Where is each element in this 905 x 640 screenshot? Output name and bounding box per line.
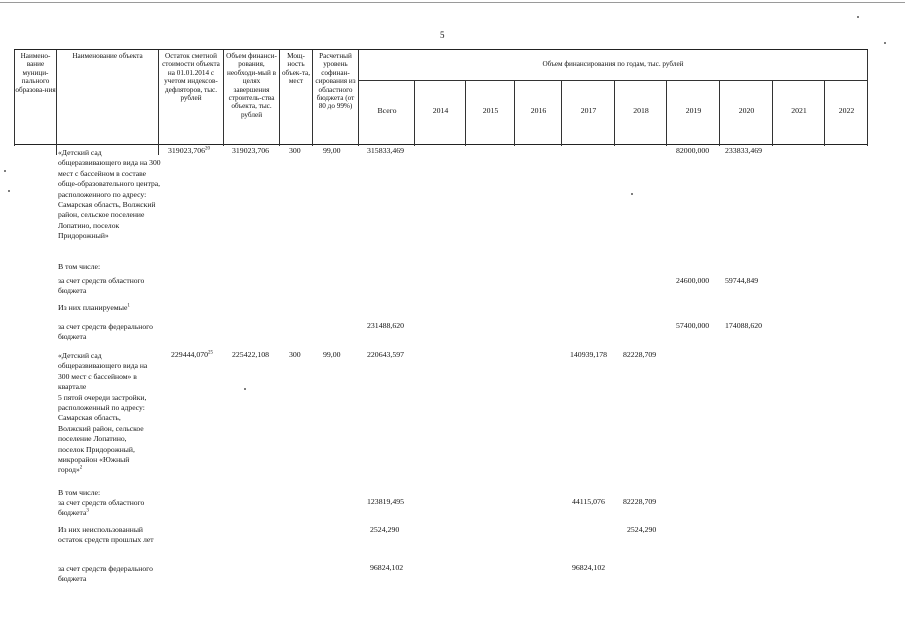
header-municipality: Наимено-вание муници-пального образова-ния <box>15 52 56 94</box>
object-2-federal-2017: 96824,102 <box>572 563 606 572</box>
object-2-capacity: 300 <box>289 350 301 359</box>
object-2-total: 220643,597 <box>367 350 405 359</box>
year-header-2020: 2020 <box>738 106 755 115</box>
object-2-including-label: В том числе: <box>58 488 101 497</box>
object-1-volume: 319023,706 <box>232 146 270 155</box>
year-header-2022: 2022 <box>838 106 855 115</box>
year-header-2021: 2021 <box>791 106 807 115</box>
speck <box>884 42 886 44</box>
object-2-unused-label: Из них неиспользованный остаток средств прошлых лет <box>58 525 154 545</box>
object-1-regional-2019: 24600,000 <box>676 276 710 285</box>
object-1-including-label: В том числе: <box>58 262 101 271</box>
object-2-cofinancing: 99,00 <box>323 350 341 359</box>
object-2-regional-total: 123819,495 <box>367 497 405 506</box>
header-object: Наименование объекта <box>72 52 143 60</box>
object-1-total: 315833,469 <box>367 146 405 155</box>
object-2-federal-total: 96824,102 <box>370 563 404 572</box>
object-2-name: «Детский сад общеразвивающего вида на 300 мест с бассейном» в квартале 5 пятой очереди застройки, расположенный по адресу: Самарская область, Волжский район, сельское поселение Лопатино, поселок Придорожный, микрорайон «Южный город»$^2$ <box>58 351 148 475</box>
object-2-remaining-cost: 229444,070$^{25}$ <box>171 350 214 359</box>
header-cofinancing: Расчетный уровень софинан-сирования из областного бюджета (от 80 до 99%) <box>315 52 356 111</box>
object-1-capacity: 300 <box>289 146 301 155</box>
object-2-regional-2018: 82228,709 <box>623 497 657 506</box>
page-number: 5 <box>440 30 445 40</box>
header-capacity: Мощ-ность объек-та, мест <box>281 52 311 86</box>
speck <box>857 16 859 18</box>
speck <box>631 193 633 195</box>
header-years-group: Объем финансирования по годам, тыс. рублей <box>542 60 684 68</box>
object-1-federal-2020: 174088,620 <box>725 321 763 330</box>
object-2-regional-label: за счет средств областного бюджета$^3$ <box>58 498 145 518</box>
object-1-remaining-cost: 319023,706$^{20}$ <box>168 146 211 155</box>
object-1-federal-label: за счет средств федерального бюджета <box>58 322 153 342</box>
object-2-volume: 225422,108 <box>232 350 270 359</box>
object-1-2019: 82000,000 <box>676 146 710 155</box>
speck <box>244 388 246 390</box>
object-1-2020: 233833,469 <box>725 146 763 155</box>
header-volume: Объем финанси-рования, необходи-мый в целях завершения строитель-ства объекта, тыс. рублей <box>226 52 277 119</box>
object-1-regional-2020: 59744,849 <box>725 276 759 285</box>
object-1-regional-label: за счет средств областного бюджета <box>58 276 145 296</box>
year-header-2016: 2016 <box>530 106 547 115</box>
year-header-2017: 2017 <box>580 106 597 115</box>
object-2-2017: 140939,178 <box>570 350 608 359</box>
year-header-2018: 2018 <box>633 106 649 115</box>
year-header-2014: 2014 <box>432 106 449 115</box>
object-1-cofinancing: 99,00 <box>323 146 341 155</box>
year-header-total: Всего <box>377 106 397 115</box>
year-header-2015: 2015 <box>482 106 499 115</box>
table-header <box>14 49 868 145</box>
object-2-unused-total: 2524,290 <box>370 525 400 534</box>
object-1-planned-label: Из них планируемые$^1$ <box>58 303 130 312</box>
object-1-federal-total: 231488,620 <box>367 321 405 330</box>
object-2-2018: 82228,709 <box>623 350 657 359</box>
object-2-unused-2018: 2524,290 <box>627 525 657 534</box>
speck <box>8 190 10 192</box>
object-2-regional-2017: 44115,076 <box>572 497 605 506</box>
speck <box>4 170 6 172</box>
top-rule <box>0 2 905 3</box>
object-1-federal-2019: 57400,000 <box>676 321 710 330</box>
header-remaining-cost: Остаток сметной стоимости объекта на 01.01.2014 с учетом индексов-дефляторов, тыс. рублей <box>162 52 220 103</box>
year-header-2019: 2019 <box>685 106 702 115</box>
object-2-federal-label: за счет средств федерального бюджета <box>58 564 153 584</box>
object-1-name: «Детский сад общеразвивающего вида на 300 мест с бассейном в составе обще-образовательного центра, расположенного по адресу: Самарская область, Волжский район, сельское поселение Лопатино, поселок Придорожный» <box>58 148 161 241</box>
